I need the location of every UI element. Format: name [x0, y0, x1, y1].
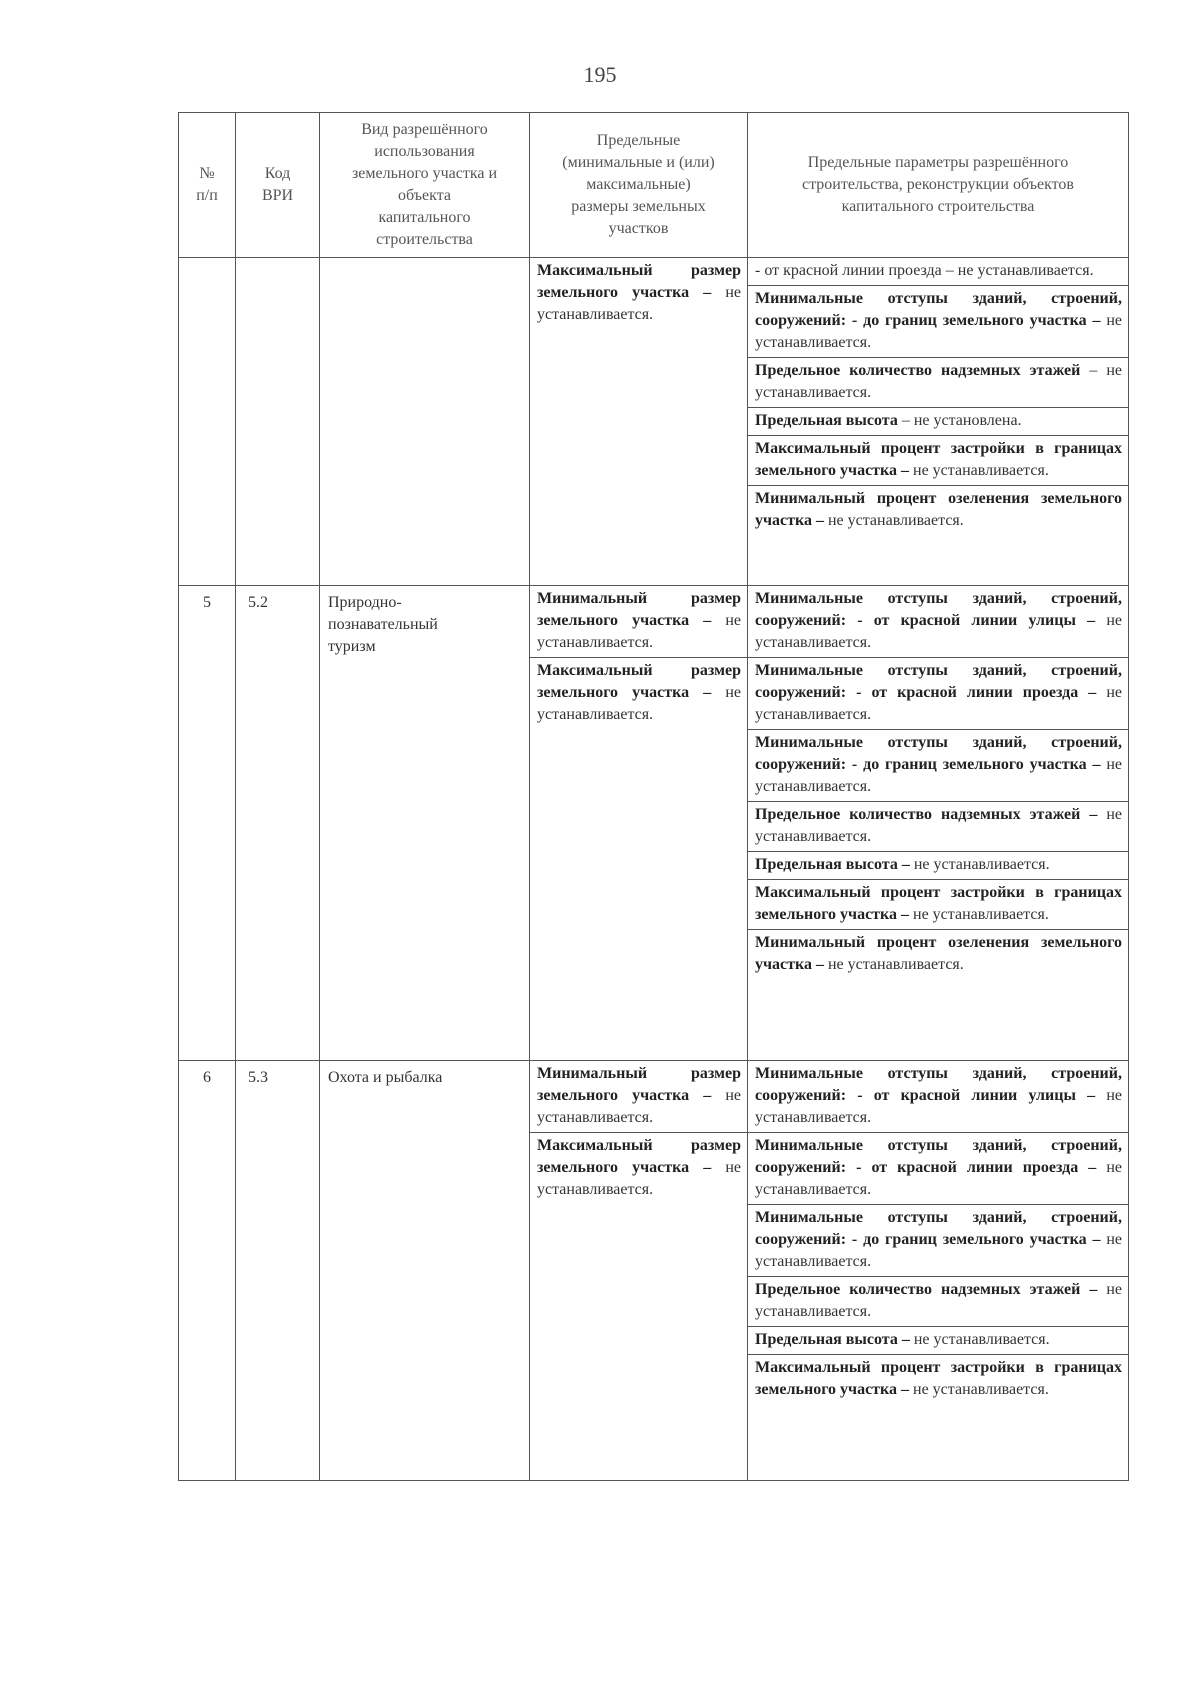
plot-size-entry [530, 586, 747, 657]
row-use-name [320, 258, 530, 586]
cell-text: не устанавливается. [755, 612, 1123, 651]
cell-bold-text: Минимальные отступы зданий, строений, сооружений: - от красной линии проезда – [755, 662, 1122, 701]
cell-text: не устанавливается. [755, 1281, 1122, 1320]
header-code-text: Код ВРИ [261, 165, 294, 204]
row-number [179, 258, 236, 586]
plot-size-entry [530, 1061, 747, 1132]
plot-size-entry [530, 258, 747, 585]
cell-bold-text: Максимальный процент застройки в границах земельного участка – [755, 1359, 1122, 1398]
cell-bold-text: Предельная высота – [755, 856, 910, 873]
plot-sizes-stack [530, 258, 747, 585]
table-body [179, 258, 1129, 1481]
build-param-entry [748, 1326, 1128, 1354]
header-use-type-text: Вид разрешённого использования земельного участка и объекта капитального строительства [351, 121, 498, 248]
cell-text: не устанавливается. [755, 1159, 1122, 1198]
cell-bold-text: Максимальный процент застройки в границах земельного участка – [755, 884, 1122, 923]
build-param-entry [748, 1132, 1128, 1204]
cell-text: не устанавливается. [827, 956, 964, 973]
table-row [179, 586, 1129, 1061]
cell-text: не устанавливается. [755, 684, 1122, 723]
cell-bold-text: Предельное количество надземных этажей [755, 362, 1081, 379]
cell-text: не устанавливается. [827, 512, 964, 529]
build-param-entry [748, 879, 1128, 929]
build-param-entry [748, 586, 1128, 657]
row-number: 6 [179, 1061, 236, 1481]
table-row [179, 258, 1129, 586]
cell-text: не устанавливается. [537, 1159, 742, 1198]
row-code: 5.2 [236, 586, 320, 1061]
row-use-name: Природно- познавательный туризм [320, 586, 530, 1061]
cell-text: не устанавливается. [755, 1231, 1122, 1270]
build-param-entry [748, 258, 1128, 285]
cell-bold-text: Минимальные отступы зданий, строений, сооружений: - от красной линии улицы – [755, 590, 1122, 629]
header-number-text: № п/п [196, 165, 218, 204]
row-plot-sizes [530, 1061, 748, 1481]
row-build-params [748, 258, 1129, 586]
build-params-stack [748, 1061, 1128, 1480]
row-code: 5.3 [236, 1061, 320, 1481]
header-plot-sizes [530, 113, 748, 258]
row-number: 5 [179, 586, 236, 1061]
build-param-entry [748, 929, 1128, 1060]
cell-text: не устанавливается. [537, 1087, 742, 1126]
cell-bold-text: Минимальные отступы зданий, строений, сооружений: - до границ земельного участка – [755, 734, 1122, 773]
cell-text: не устанавливается. [913, 906, 1049, 923]
build-param-entry [748, 435, 1128, 485]
cell-bold-text: Минимальный процент озеленения земельного участка – [755, 490, 1122, 529]
cell-bold-text: Максимальный размер земельного участка – [537, 1137, 741, 1176]
cell-text: не устанавливается. [537, 684, 742, 723]
cell-bold-text: Предельная высота – [755, 1331, 910, 1348]
row-plot-sizes [530, 586, 748, 1061]
build-param-entry [748, 1354, 1128, 1480]
build-param-entry [748, 1204, 1128, 1276]
row-build-params [748, 1061, 1129, 1481]
header-build-params [748, 113, 1129, 258]
build-param-entry [748, 851, 1128, 879]
cell-text: не устанавливается. [537, 284, 742, 323]
plot-size-entry [530, 1132, 747, 1480]
header-code [236, 113, 320, 258]
cell-bold-text: Предельное количество надземных этажей – [755, 806, 1098, 823]
cell-bold-text: Предельное количество надземных этажей – [755, 1281, 1098, 1298]
cell-text: - от красной линии проезда – не устанавливается. [755, 262, 1094, 279]
cell-text: не устанавливается. [913, 1381, 1049, 1398]
plot-size-entry [530, 657, 747, 1060]
cell-bold-text: Минимальный размер земельного участка – [537, 1065, 741, 1104]
page-number: 195 [583, 62, 617, 87]
build-param-entry [748, 357, 1128, 407]
regulations-table-container [178, 112, 1128, 1481]
cell-text: не устанавливается. [913, 1331, 1050, 1348]
cell-bold-text: Максимальный процент застройки в границах земельного участка – [755, 440, 1122, 479]
cell-text: не устанавливается. [913, 462, 1049, 479]
row-build-params [748, 586, 1129, 1061]
cell-text: не устанавливается. [755, 312, 1122, 351]
header-row [179, 113, 1129, 258]
row-use-name: Охота и рыбалка [320, 1061, 530, 1481]
regulations-table [178, 112, 1129, 1481]
build-params-stack [748, 586, 1128, 1060]
header-use-type [320, 113, 530, 258]
plot-sizes-stack [530, 1061, 747, 1480]
cell-bold-text: Минимальные отступы зданий, строений, сооружений: - до границ земельного участка – [755, 290, 1122, 329]
plot-sizes-stack [530, 586, 747, 1060]
cell-text: не устанавливается. [913, 856, 1050, 873]
row-code [236, 258, 320, 586]
cell-bold-text: Максимальный размер земельного участка – [537, 262, 741, 301]
build-param-entry [748, 657, 1128, 729]
header-plot-sizes-text: Предельные (минимальные и (или) максимальные) размеры земельных участков [562, 132, 715, 237]
header-number [179, 113, 236, 258]
build-params-stack [748, 258, 1128, 585]
build-param-entry [748, 729, 1128, 801]
header-build-params-text: Предельные параметры разрешённого строительства, реконструкции объектов капитального строительства [802, 154, 1074, 215]
build-param-entry [748, 801, 1128, 851]
cell-bold-text: Максимальный размер земельного участка – [537, 662, 741, 701]
cell-text: не устанавливается. [755, 1087, 1123, 1126]
build-param-entry [748, 1061, 1128, 1132]
build-param-entry [748, 285, 1128, 357]
cell-text: – не устанавливается. [755, 362, 1122, 401]
build-param-entry [748, 485, 1128, 585]
cell-bold-text: Минимальные отступы зданий, строений, сооружений: - от красной линии улицы – [755, 1065, 1122, 1104]
cell-bold-text: Минимальный процент озеленения земельного участка – [755, 934, 1122, 973]
cell-bold-text: Минимальный размер земельного участка – [537, 590, 741, 629]
cell-bold-text: Минимальные отступы зданий, строений, сооружений: - до границ земельного участка – [755, 1209, 1122, 1248]
build-param-entry [748, 407, 1128, 435]
cell-text: не устанавливается. [755, 756, 1122, 795]
cell-bold-text: Предельная высота [755, 412, 898, 429]
build-param-entry [748, 1276, 1128, 1326]
cell-text: не устанавливается. [537, 612, 742, 651]
cell-text: – не установлена. [901, 412, 1022, 429]
table-row [179, 1061, 1129, 1481]
cell-bold-text: Минимальные отступы зданий, строений, сооружений: - от красной линии проезда – [755, 1137, 1122, 1176]
cell-text: не устанавливается. [755, 806, 1122, 845]
row-plot-sizes [530, 258, 748, 586]
